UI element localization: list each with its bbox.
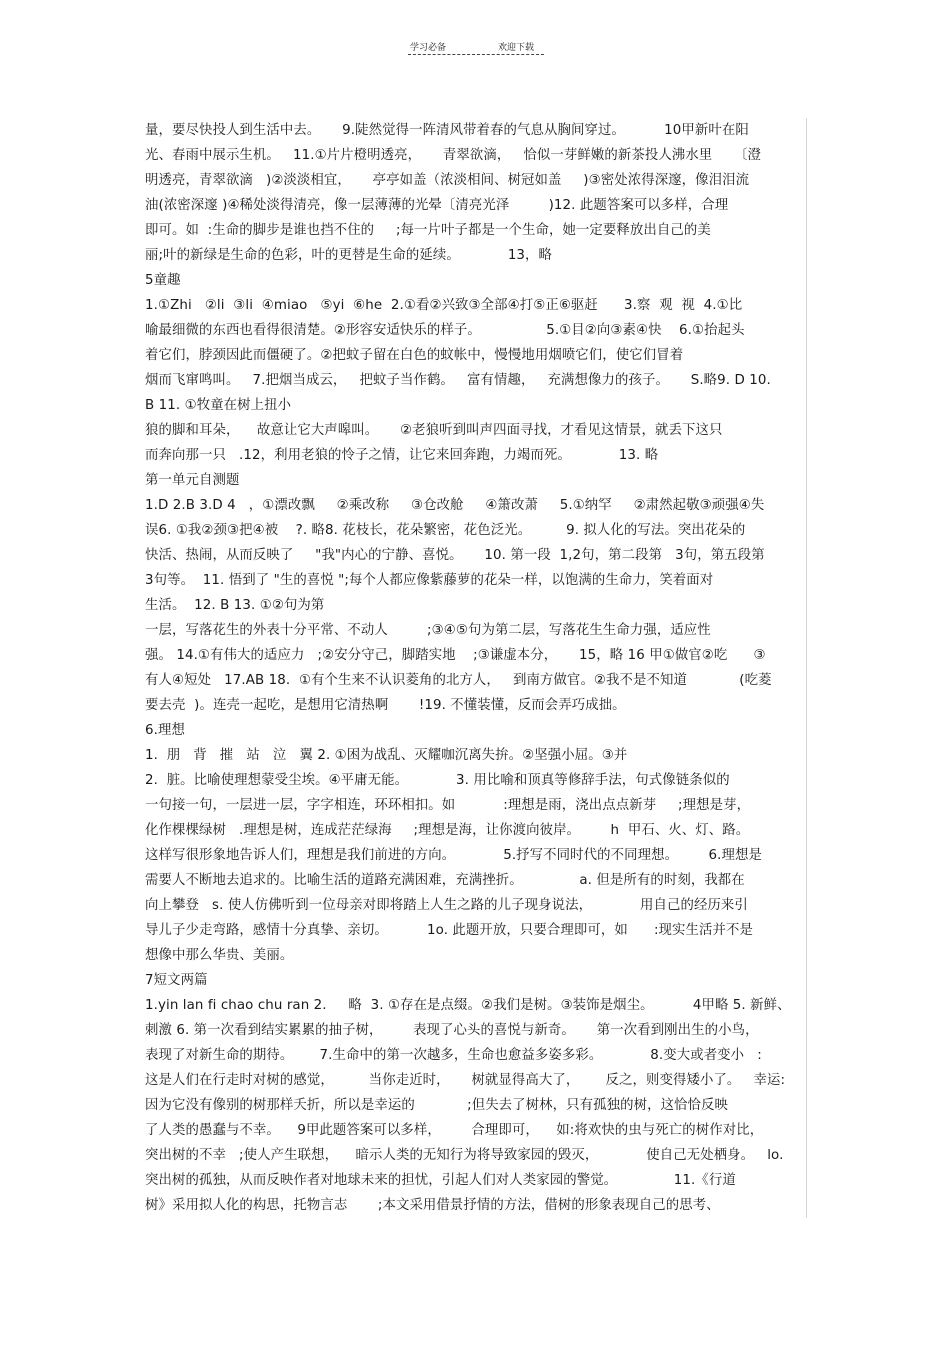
document-body: [145, 118, 805, 1218]
text-line: 突出树的孤独，从而反映作者对地球未来的担忧，引起人们对人类家园的警觉。 11.《行道: [145, 1173, 736, 1188]
text-line: 要去壳 )。连壳一起吃，是想用它清热啊 !19. 不懂装懂，反而会弄巧成拙。: [145, 698, 626, 713]
text-line: B 11. ①牧童在树上扭小: [145, 398, 292, 413]
text-line: 1.yin lan fi chao chu ran 2. 略 3. ①存在是点缀。②我们是树。③装饰是烟尘。 4甲略 5. 新鲜、: [145, 998, 791, 1013]
text-line: 因为它没有像别的树那样夭折，所以是幸运的 ;但失去了树林，只有孤独的树，这恰恰反映: [145, 1098, 729, 1113]
text-line: 有人④短处 17.AB 18. ①有个生来不认识菱角的北方人， 到南方做官。②我不是不知道 (吃菱: [145, 673, 772, 688]
text-line: 化作棵棵绿树 .理想是树，连成茫茫绿海 ;理想是海，让你渡向彼岸。 h 甲石、火、灯、路。: [145, 823, 750, 838]
text-line: 误6. ①我②颈③把④被 ?. 略8. 花枝长，花朵繁密，花色泛光。 9. 拟人化的写法。突出花朵的: [145, 523, 746, 538]
text-line: 树》采用拟人化的构思，托物言志 ;本文采用借景抒情的方法，借树的形象表现自己的思考、: [145, 1198, 720, 1213]
text-line: 7短文两篇: [145, 973, 208, 988]
header-dashed-rule: [408, 54, 544, 55]
text-line: 丽;叶的新绿是生命的色彩，叶的更替是生命的延续。 13，略: [145, 248, 553, 263]
text-line: 这样写很形象地告诉人们，理想是我们前进的方向。 5.抒写不同时代的不同理想。 6.理想是: [145, 848, 763, 863]
text-line: 这是人们在行走时对树的感觉， 当你走近时， 树就显得高大了， 反之，则变得矮小了。 幸运:: [145, 1073, 786, 1088]
text-line: 1. 朋 背 摧 站 泣 翼 2. ①困为战乱、灭耀咖沉离失拚。②坚强小屈。③并: [145, 748, 628, 763]
text-line: 强。 14.①有伟大的适应力 ;②安分守己，脚踏实地 ;③谦虚本分， 15，略 16 甲①做官②吃 ③: [145, 648, 766, 663]
text-line: 着它们，脖颈因此而僵硬了。②把蚊子留在白色的蚊帐中，慢慢地用烟喷它们，使它们冒着: [145, 348, 684, 363]
text-line: 3句等。 11. 悟到了 "生的喜悦 ";每个人都应像紫藤萝的花朵一样，以饱满的生命力，笑着面对: [145, 573, 714, 588]
text-line: 刺激 6. 第一次看到结实累累的抽子树， 表现了心头的喜悦与新奇。 第一次看到刚出生的小鸟，: [145, 1023, 759, 1038]
text-line: 表现了对新生命的期待。 7.生命中的第一次越多，生命也愈益多姿多彩。 8.变大或者变小 :: [145, 1048, 762, 1063]
header-right-text: 欢迎下载: [498, 43, 535, 53]
text-line: 明透亮，青翠欲滴 )②淡淡相宜， 亭亭如盖（浓淡相间、树冠如盖 )③密处浓得深邃，像泪泪流: [145, 173, 750, 188]
header-left-text: 学习必备: [410, 43, 447, 53]
text-line: 1.①Zhi ②li ③li ④miao ⑤yi ⑥he 2.①看②兴致③全部④打⑤正⑥驱赶 3.察 观 视 4.①比: [145, 298, 743, 313]
text-line: 1.D 2.B 3.D 4 ，①漂改飘 ②乘改称 ③仓改舱 ④箫改萧 5.①纳罕 ②肃然起敬③顽强④失: [145, 498, 765, 513]
text-line: 了人类的愚蠢与不幸。 9甲此题答案可以多样， 合理即可， 如:将欢快的虫与死亡的树作对比，: [145, 1123, 764, 1138]
text-line: 需要人不断地去追求的。比喻生活的道路充满困难，充满挫折。 a. 但是所有的时刻，我都在: [145, 873, 745, 888]
text-line: 6.理想: [145, 723, 185, 738]
text-line: 而奔向那一只 .12，利用老狼的怜子之情，让它来回奔跑，力竭而死。 13. 略: [145, 448, 659, 463]
text-line: 油(浓密深邃 )④稀处淡得清亮，像一层薄薄的光晕〔清亮光泽 )12. 此题答案可以多样，合理: [145, 198, 729, 213]
text-line: 狼的脚和耳朵， 故意让它大声嗥叫。 ②老狼听到叫声四面寻找，才看见这情景，就丢下这只: [145, 423, 723, 438]
text-line: 突出树的不幸 ;使人产生联想， 暗示人类的无知行为将导致家园的毁灭， 使自己无处栖身。 lo.: [145, 1148, 784, 1163]
text-line: 快活、热闹，从而反映了 "我"内心的宁静、喜悦。 10. 第一段 1,2句，第二段第 3句，第五段第: [145, 548, 765, 563]
text-line: 即可。如 :生命的脚步是谁也挡不住的 ;每一片叶子都是一个生命，她一定要释放出自己的美: [145, 223, 711, 238]
text-line: 5童趣: [145, 273, 181, 288]
text-line: 2. 脏。比喻使理想蒙受尘埃。④平庸无能。 3. 用比喻和顶真等修辞手法，句式像链条似的: [145, 773, 730, 788]
text-line: 向上攀登 s. 使人仿佛听到一位母亲对即将踏上人生之路的儿子现身说法， 用自己的经历来引: [145, 898, 748, 913]
right-margin-rule: [806, 118, 807, 1218]
text-line: 光、春雨中展示生机。 11.①片片橙明透亮， 青翠欲滴， 恰似一芽鲜嫩的新茶投人沸水里 〔澄: [145, 148, 762, 163]
text-line: 生活。 12. B 13. ①②句为第: [145, 598, 325, 613]
text-line: 一句接一句，一层进一层，字字相连，环环相扣。如 :理想是雨，浇出点点新芽 ;理想是芽，: [145, 798, 751, 813]
text-line: 一层，写落花生的外表十分平常、不动人 ;③④⑤句为第二层，写落花生生命力强，适应性: [145, 623, 711, 638]
text-line: 第一单元自测题: [145, 473, 240, 488]
text-line: 想像中那么华贵、美丽。: [145, 948, 294, 963]
text-line: 量，要尽快投人到生活中去。 9.陡然觉得一阵清风带着春的气息从胸间穿过。 10甲新叶在阳: [145, 123, 749, 138]
text-line: 喻最细微的东西也看得很清楚。②形容安适快乐的样子。 5.①目②向③素④快 6.①抬起头: [145, 323, 745, 338]
page-header: [0, 40, 950, 60]
text-line: 导儿子少走弯路，感情十分真挚、亲切。 1o. 此题开放，只要合理即可，如 :现实生活并不是: [145, 923, 753, 938]
text-line: 烟而飞窜鸣叫。 7.把烟当成云， 把蚊子当作鹤。 富有情趣， 充满想像力的孩子。 S.略9. D 10.: [145, 373, 771, 388]
